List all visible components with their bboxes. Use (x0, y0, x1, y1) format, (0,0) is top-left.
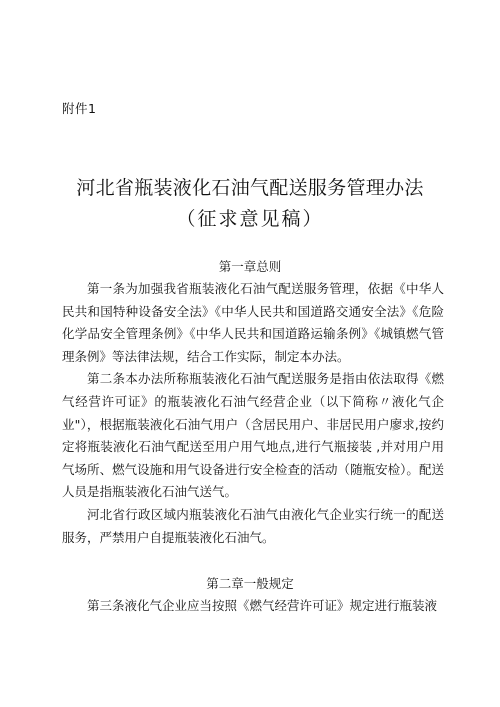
document-subtitle: （征求意见稿） (176, 208, 324, 230)
chapter-1-heading: 第一章总则 (218, 259, 282, 274)
article-3-paragraph: 第三条液化气企业应当按照《燃气经营许可证》规定进行瓶装液 (87, 598, 438, 613)
chapter-2-body (62, 595, 444, 618)
chapter-1-body (62, 278, 444, 549)
article-2-paragraph: 第二条本办法所称瓶装液化石油气配送服务是指由依法取得《燃气经营许可证》的瓶装液化石油气经营企业（以下简称〃液化气企业"），根据瓶装液化石油气用户（含居民用户、非居民用户廖求,按约定将瓶装液化石油气配送至用户用气地点,进行气瓶接装 ,并对用户用气场所、燃气设施和用气设备进行安全检查的活动（随瓶安检）。配送人员是指瓶装液化石油气送气。 (62, 371, 444, 500)
chapter-2-heading: 第二章一般规定 (206, 576, 294, 591)
document-title: 河北省瓶装液化石油气配送服务管理办法 (76, 177, 424, 199)
scope-paragraph: 河北省行政区域内瓶装液化石油气由液化气企业实行统一的配送服务，严禁用户自提瓶装液化石油气。 (62, 506, 444, 545)
article-1-paragraph: 第一条为加强我省瓶装液化石油气配送服务管理，依据《中华人民共和国特种设备安全法》《中华人民共和国道路交通安全法》《危险化学品安全管理条例》《中华人民共和国道路运输条例》《城镇燃气管理条例》等法律法规，结合工作实际，制定本办法。 (62, 281, 444, 364)
attachment-label: 附件1 (62, 101, 97, 116)
